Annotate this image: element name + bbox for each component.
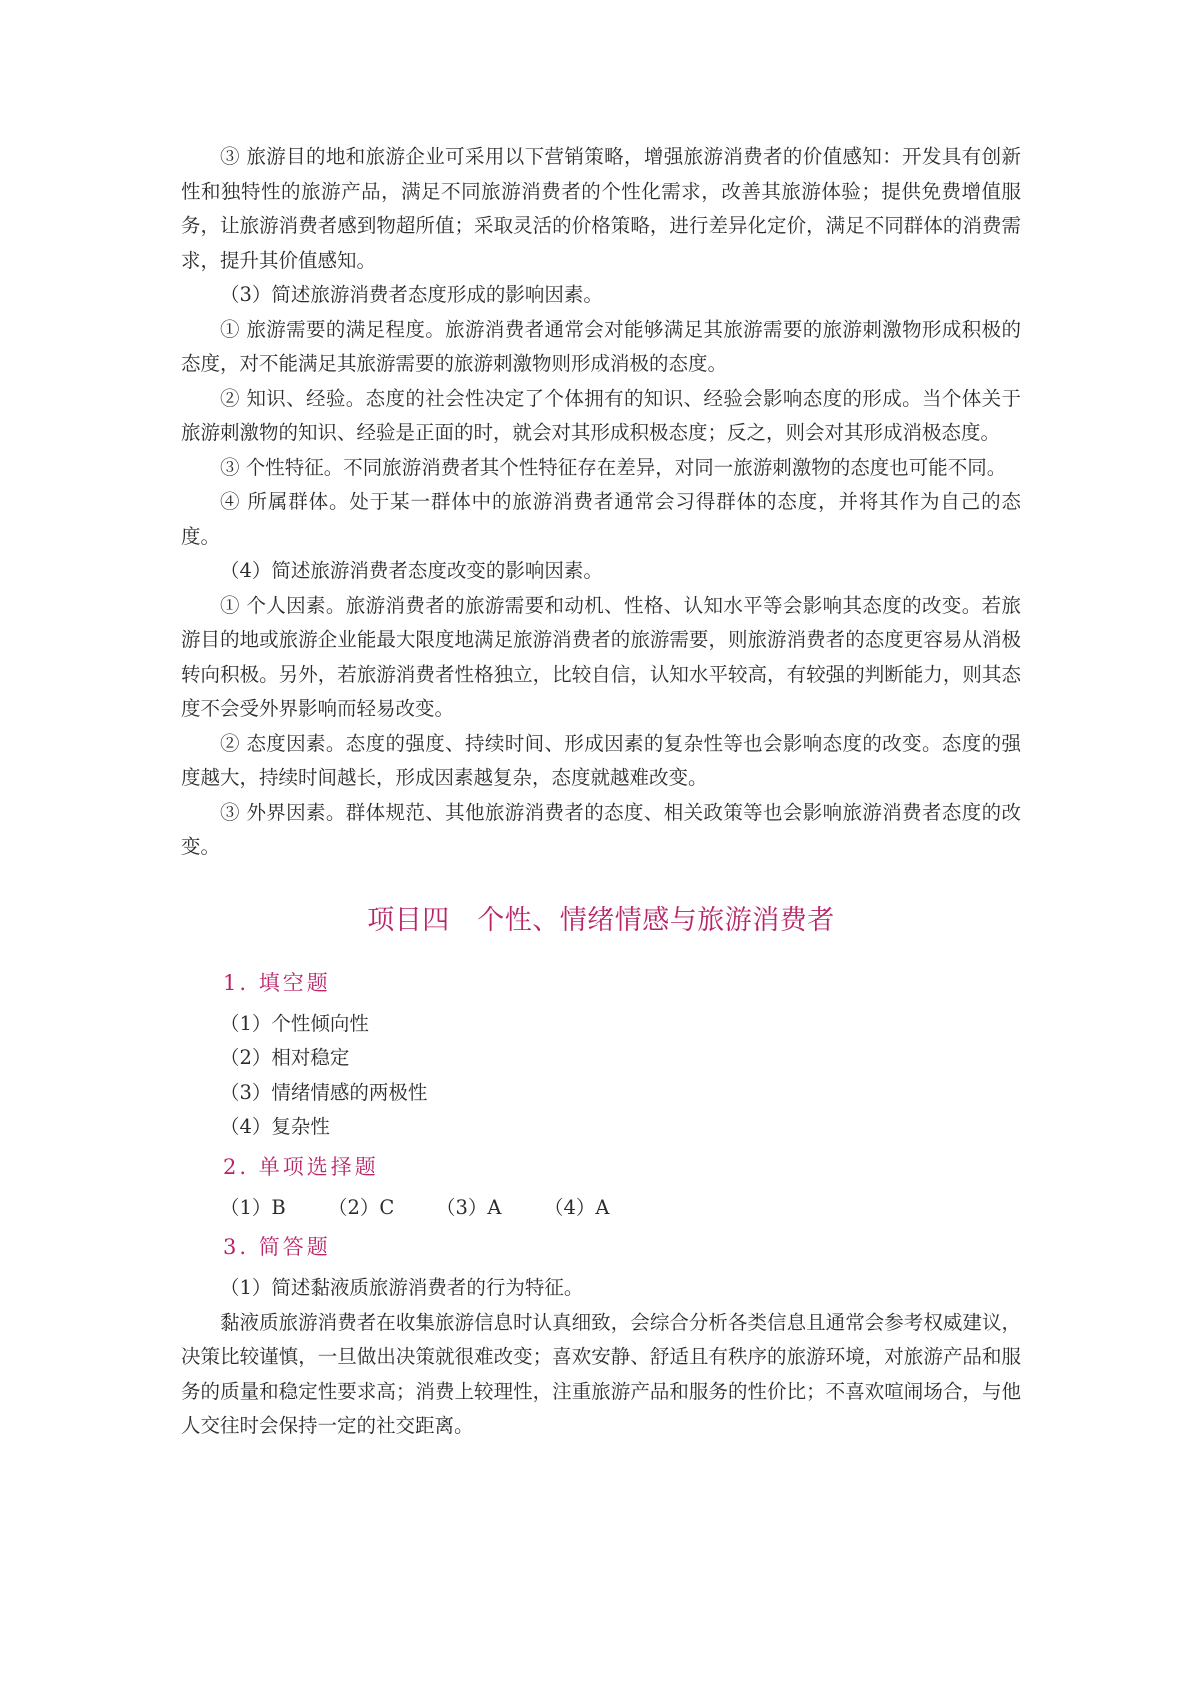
section-heading-single-choice: 2. 单项选择题 bbox=[223, 1154, 379, 1179]
short-answer-text-1: 黏液质旅游消费者在收集旅游信息时认真细致，会综合分析各类信息且通常会参考权威建议，决策比较谨慎，一旦做出决策就很难改变；喜欢安静、舒适且有秩序的旅游环境，对旅游产品和服务的质量和稳定性要求高；消费上较理性，注重旅游产品和服务的性价比；不喜欢喧闹场合，与他人交往时会保持一定的社交距离。 bbox=[181, 1310, 1021, 1437]
paragraph-3-1: ① 旅游需要的满足程度。旅游消费者通常会对能够满足其旅游需要的旅游刺激物形成积极的态度，对不能满足其旅游需要的旅游刺激物则形成消极的态度。 bbox=[181, 317, 1021, 375]
section-heading-fill-blank: 1. 填空题 bbox=[223, 970, 331, 995]
choice-answer: （4）A bbox=[544, 1195, 610, 1219]
fill-answer: （1）个性倾向性 bbox=[220, 1011, 369, 1035]
chapter-title: 项目四 个性、情绪情感与旅游消费者 bbox=[367, 904, 835, 936]
question-4-heading: （4）简述旅游消费者态度改变的影响因素。 bbox=[220, 559, 603, 582]
paragraph-3-4: ④ 所属群体。处于某一群体中的旅游消费者通常会习得群体的态度，并将其作为自己的态度。 bbox=[181, 490, 1021, 548]
choice-answers bbox=[181, 1191, 1021, 1226]
paragraph-3-2: ② 知识、经验。态度的社会性决定了个体拥有的知识、经验会影响态度的形成。当个体关于旅游刺激物的知识、经验是正面的时，就会对其形成积极态度；反之，则会对其形成消极态度。 bbox=[181, 386, 1021, 444]
fill-answer: （2）相对稳定 bbox=[220, 1046, 350, 1069]
fill-answer: （3）情绪情感的两极性 bbox=[220, 1080, 428, 1104]
choice-answer: （1）B bbox=[220, 1195, 286, 1219]
paragraph-4-3: ③ 外界因素。群体规范、其他旅游消费者的态度、相关政策等也会影响旅游消费者态度的改变。 bbox=[181, 800, 1021, 858]
short-answer-question-1: （1）简述黏液质旅游消费者的行为特征。 bbox=[220, 1276, 584, 1299]
choice-answer: （3）A bbox=[436, 1195, 502, 1219]
paragraph-3-3: ③ 个性特征。不同旅游消费者其个性特征存在差异，对同一旅游刺激物的态度也可能不同。 bbox=[220, 455, 1007, 479]
paragraph-4-2: ② 态度因素。态度的强度、持续时间、形成因素的复杂性等也会影响态度的改变。态度的强度越大，持续时间越长，形成因素越复杂，态度就越难改变。 bbox=[181, 731, 1021, 789]
document-page bbox=[181, 140, 1021, 1444]
fill-answer: （4）复杂性 bbox=[220, 1115, 330, 1138]
choice-answer: （2）C bbox=[328, 1195, 395, 1219]
question-3-heading: （3）简述旅游消费者态度形成的影响因素。 bbox=[220, 283, 603, 306]
paragraph-4-1: ① 个人因素。旅游消费者的旅游需要和动机、性格、认知水平等会影响其态度的改变。若旅游目的地或旅游企业能最大限度地满足旅游消费者的旅游需要，则旅游消费者的态度更容易从消极转向积极。另外，若旅游消费者性格独立，比较自信，认知水平较高，有较强的判断能力，则其态度不会受外界影响而轻易改变。 bbox=[181, 593, 1021, 720]
section-heading-short-answer: 3. 简答题 bbox=[223, 1235, 331, 1259]
paragraph-value-strategy: ③ 旅游目的地和旅游企业可采用以下营销策略，增强旅游消费者的价值感知：开发具有创新性和独特性的旅游产品，满足不同旅游消费者的个性化需求，改善其旅游体验；提供免费增值服务，让旅游消费者感到物超所值；采取灵活的价格策略，进行差异化定价，满足不同群体的消费需求，提升其价值感知。 bbox=[181, 145, 1021, 272]
